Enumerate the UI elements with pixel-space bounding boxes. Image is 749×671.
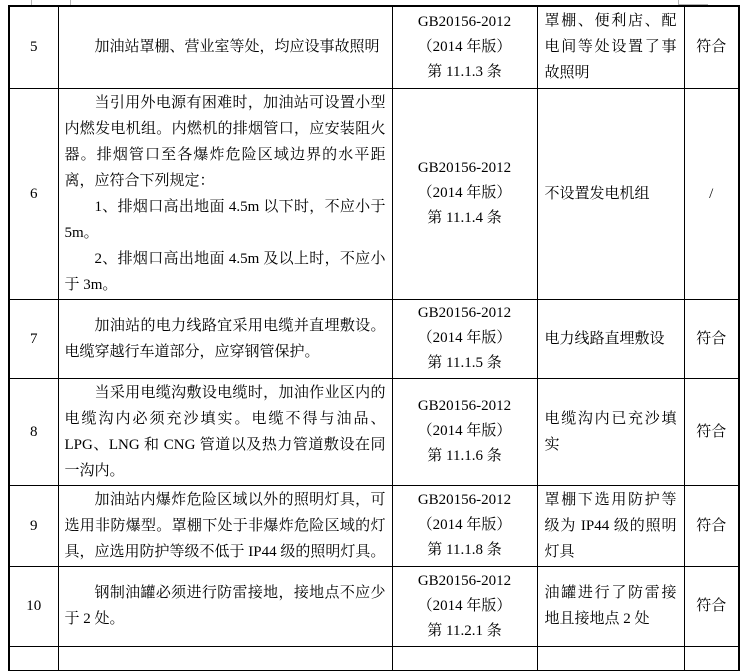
standard-reference-line: （2014 年版） [417, 597, 512, 614]
table-row [9, 566, 739, 646]
row-number-cell: 6 [9, 88, 58, 299]
standard-reference-line: （2014 年版） [417, 517, 512, 533]
actual-result-cell: 不设置发电机组 [537, 88, 684, 299]
conclusion-cell: 符合 [684, 378, 739, 485]
standard-reference-cell [392, 378, 537, 485]
actual-result-cell: 油罐进行了防雷接地且接地点 2 处 [537, 566, 684, 646]
standard-reference-line: 第 11.1.5 条 [427, 355, 502, 371]
standard-reference-line: GB20156-2012 [417, 398, 512, 414]
table-row-clipped [9, 646, 739, 670]
table-row [9, 299, 739, 378]
actual-result-cell: 罩棚、便利店、配电间等处设置了事故照明 [537, 6, 684, 88]
requirement-cell [58, 485, 392, 566]
conclusion-cell: 符合 [684, 566, 739, 646]
actual-result-cell: 电力线路直埋敷设 [537, 299, 684, 378]
requirement-cell [58, 299, 392, 378]
requirement-cell [58, 378, 392, 485]
actual-result-cell [537, 646, 684, 670]
conclusion-cell [684, 646, 739, 670]
standard-reference-cell [392, 88, 537, 299]
conclusion-cell: / [684, 88, 739, 299]
row-number-cell: 5 [9, 6, 58, 88]
actual-result-cell: 罩棚下选用防护等级为 IP44 级的照明灯具 [537, 485, 684, 566]
standard-reference-cell [392, 6, 537, 88]
standard-reference-cell [392, 566, 537, 646]
standard-reference-line: GB20156-2012 [417, 572, 512, 589]
table-row [9, 6, 739, 88]
row-number-cell [9, 646, 58, 670]
standard-reference-line: GB20156-2012 [417, 13, 512, 30]
standard-reference-line: （2014 年版） [417, 185, 512, 201]
standard-reference-line: （2014 年版） [417, 38, 512, 55]
requirement-paragraph: 当采用电缆沟敷设电缆时，加油作业区内的电缆沟内必须充沙填实。电缆不得与油品、LPG、LNG 和 CNG 管道以及热力管道敷设在同一沟内。 [64, 384, 386, 479]
requirement-paragraph: 1、排烟口高出地面 4.5m 以下时，不应小于 5m。 [64, 198, 386, 241]
requirement-cell [58, 646, 392, 670]
requirement-paragraph: 当引用外电源有困难时，加油站可设置小型内燃发电机组。内燃机的排烟管口，应安装阻火器。排烟管口至各爆炸危险区域边界的水平距离，应符合下列规定： [64, 94, 386, 189]
standard-reference-line: （2014 年版） [417, 330, 512, 346]
requirement-paragraph: 2、排烟口高出地面 4.5m 及以上时，不应小于 3m。 [64, 250, 386, 293]
actual-result-cell: 电缆沟内已充沙填实 [537, 378, 684, 485]
standard-reference-line: GB20156-2012 [417, 492, 512, 508]
standard-reference-line: 第 11.1.6 条 [427, 448, 502, 464]
standard-reference-line: GB20156-2012 [417, 160, 512, 176]
conclusion-cell: 符合 [684, 299, 739, 378]
table-row [9, 378, 739, 485]
requirement-cell [58, 566, 392, 646]
requirement-paragraph: 加油站内爆炸危险区域以外的照明灯具，可选用非防爆型。罩棚下处于非爆炸危险区域的灯具，应选用防护等级不低于 IP44 级的照明灯具。 [64, 491, 386, 560]
requirement-cell [58, 88, 392, 299]
standard-reference-line: 第 11.1.8 条 [427, 542, 502, 558]
standard-reference-cell [392, 299, 537, 378]
requirement-paragraph: 加油站罩棚、营业室等处，均应设事故照明 [94, 39, 380, 56]
conclusion-cell: 符合 [684, 485, 739, 566]
row-number-cell: 10 [9, 566, 58, 646]
row-number-cell: 7 [9, 299, 58, 378]
standard-reference-line: 第 11.1.4 条 [427, 210, 502, 226]
standard-reference-line: GB20156-2012 [417, 305, 512, 321]
standard-reference-line: （2014 年版） [417, 423, 512, 439]
requirement-paragraph: 加油站的电力线路宜采用电缆并直埋敷设。电缆穿越行车道部分，应穿钢管保护。 [64, 317, 386, 360]
standard-reference-cell [392, 646, 537, 670]
row-number-cell: 8 [9, 378, 58, 485]
compliance-table [8, 5, 740, 671]
requirement-paragraph: 钢制油罐必须进行防雷接地，接地点不应少于 2 处。 [64, 585, 386, 627]
table-row [9, 485, 739, 566]
standard-reference-line: 第 11.2.1 条 [427, 622, 502, 639]
conclusion-cell: 符合 [684, 6, 739, 88]
requirement-cell [58, 6, 392, 88]
standard-reference-line: 第 11.1.3 条 [427, 63, 502, 80]
table-row [9, 88, 739, 299]
standard-reference-cell [392, 485, 537, 566]
row-number-cell: 9 [9, 485, 58, 566]
